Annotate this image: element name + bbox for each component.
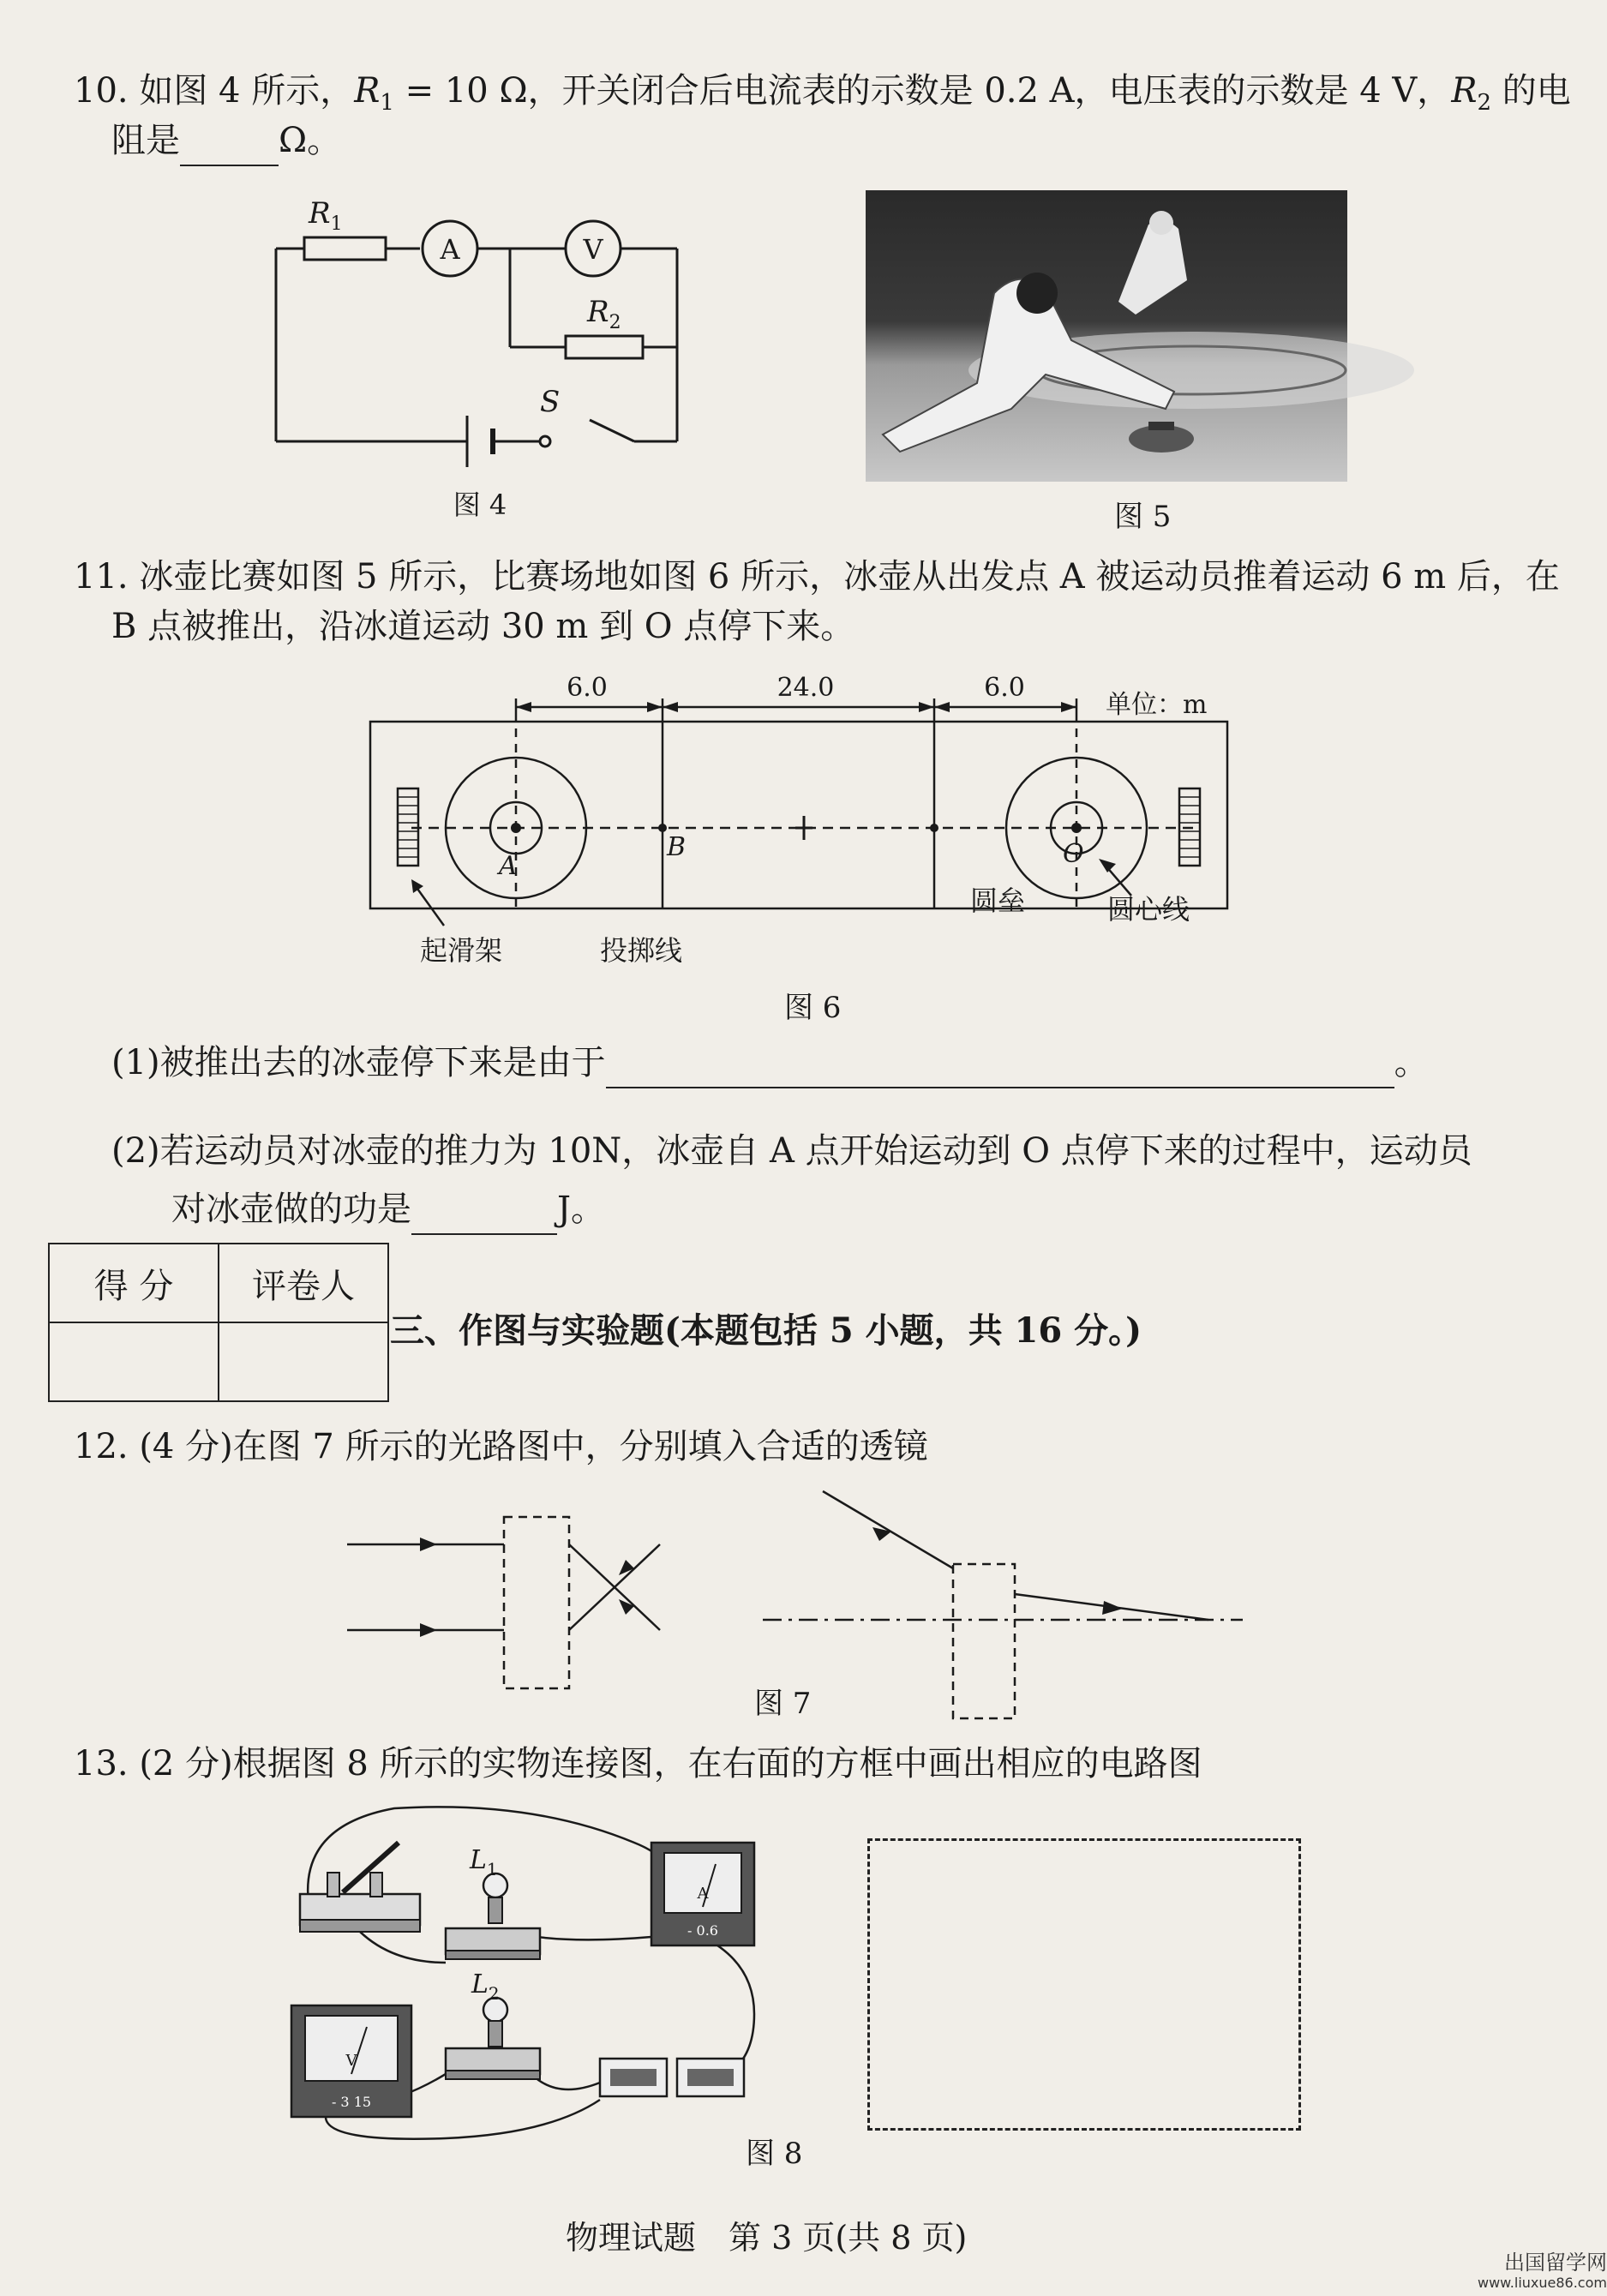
- fig4-r1-label: R: [309, 196, 331, 231]
- fig8-voltmeter-terminals: - 3 15: [331, 2094, 372, 2110]
- watermark-url: www.liuxue86.com: [1478, 2275, 1607, 2291]
- fig6-label-throw-line: 投掷线: [600, 934, 683, 967]
- fig4-voltmeter-label: V: [583, 233, 603, 266]
- svg-text:R1: $R_1$: [309, 196, 343, 235]
- fig7-caption: 图 7: [754, 1687, 812, 1721]
- watermark-title: 出国留学网: [1503, 2251, 1607, 2275]
- fig8-ammeter-face-label: A: [697, 1885, 709, 1903]
- fig4-r2-label: R: [587, 295, 609, 329]
- q10-answer-blank[interactable]: [180, 117, 279, 166]
- score-box-grader-header: 评卷人: [219, 1244, 388, 1322]
- svg-text:L2: $L_2$: [471, 1969, 500, 2004]
- fig7-lens-box-right[interactable]: [953, 1564, 1015, 1718]
- q13-answer-box[interactable]: [867, 1838, 1301, 2131]
- page-footer: 物理试题 第 3 页(共 8 页): [566, 2219, 968, 2257]
- fig6-caption: 图 6: [784, 991, 842, 1025]
- fig8-ammeter-terminals: - 0.6: [687, 1922, 718, 1939]
- watermark: [1478, 2252, 1607, 2293]
- svg-text:L1: $L_1$: [470, 1845, 498, 1879]
- q11-sub2-line1: (2)若运动员对冰壶的推力为 10N，冰壶自 A 点开始运动到 O 点停下来的过程中，运动员: [111, 1131, 1472, 1171]
- fig5-caption: 图 5: [1114, 500, 1172, 534]
- fig8-battery-pack: [600, 2059, 744, 2096]
- q10-line1: 10. 如图 4 所示，$R_1 = 10$ Ω，开关闭合后电流表的示数是 0.2 A，电压表的示数是 4 V，$R_2$ 的电: [74, 71, 1571, 116]
- q11-line1: 11. 冰壶比赛如图 5 所示，比赛场地如图 6 所示，冰壶从出发点 A 被运动员推着运动 6 m 后，在: [74, 557, 1560, 596]
- q13-text: 13. (2 分)根据图 8 所示的实物连接图，在右面的方框中画出相应的电路图: [74, 1744, 1202, 1783]
- fig8-caption: 图 8: [746, 2137, 803, 2171]
- fig8-lamp-l2: [446, 1998, 540, 2079]
- q11-line2: B 点被推出，沿冰道运动 30 m 到 O 点停下来。: [111, 607, 855, 646]
- fig4-r2-resistor: [566, 336, 643, 358]
- fig6-unit-label: 单位：m: [1106, 690, 1208, 720]
- fig8-l1-label: L: [470, 1845, 487, 1875]
- fig8-voltmeter-face-label: V: [345, 2052, 357, 2070]
- fig6-label-house: 圆垒: [970, 884, 1026, 917]
- q11-sub2-answer-blank[interactable]: [411, 1185, 557, 1235]
- fig8-knife-switch: [300, 1843, 420, 1932]
- score-box-score-cell[interactable]: [49, 1322, 219, 1401]
- fig4-circuit-diagram: [257, 180, 703, 540]
- score-box-grader-cell[interactable]: [219, 1322, 388, 1401]
- fig6-label-hack: 起滑架: [420, 934, 503, 967]
- q10-line2: 阻是 Ω。: [111, 117, 341, 166]
- fig5-curling-photo: [866, 190, 1347, 482]
- fig6-curling-field-diagram: [360, 668, 1251, 986]
- score-box: [48, 1243, 389, 1402]
- fig6-label-center-line: 圆心线: [1107, 893, 1190, 926]
- fig8-lamp-l1: [446, 1873, 540, 1959]
- fig6-point-a: A: [499, 851, 518, 881]
- section3-title: 三、作图与实验题(本题包括 5 小题，共 16 分。): [390, 1310, 1142, 1351]
- fig8-l2-label: L: [471, 1969, 489, 1999]
- fig4-r1-resistor: [304, 237, 386, 260]
- fig6-dim-24: 24.0: [777, 673, 835, 703]
- fig6-dim-6-right: 6.0: [984, 673, 1025, 703]
- fig6-dim-6-left: 6.0: [567, 673, 608, 703]
- q12-text: 12. (4 分)在图 7 所示的光路图中，分别填入合适的透镜: [74, 1427, 928, 1466]
- q11-sub1-answer-blank[interactable]: [606, 1039, 1394, 1088]
- svg-text:R2: $R_2$: [587, 295, 621, 333]
- q11-sub1: (1)被推出去的冰壶停下来是由于 。: [111, 1039, 1429, 1088]
- fig6-point-b: B: [667, 832, 687, 862]
- fig7-lens-box-left[interactable]: [504, 1517, 569, 1688]
- fig8-physical-wiring-diagram: [274, 1791, 806, 2143]
- fig4-ammeter-label: A: [440, 233, 460, 266]
- score-box-score-header: 得 分: [49, 1244, 219, 1322]
- fig6-point-o: O: [1063, 839, 1084, 869]
- fig4-caption: 图 4: [453, 489, 507, 521]
- fig4-switch-label: S: [540, 385, 561, 419]
- q11-sub2-line2: 对冰壶做的功是 J。: [171, 1185, 605, 1235]
